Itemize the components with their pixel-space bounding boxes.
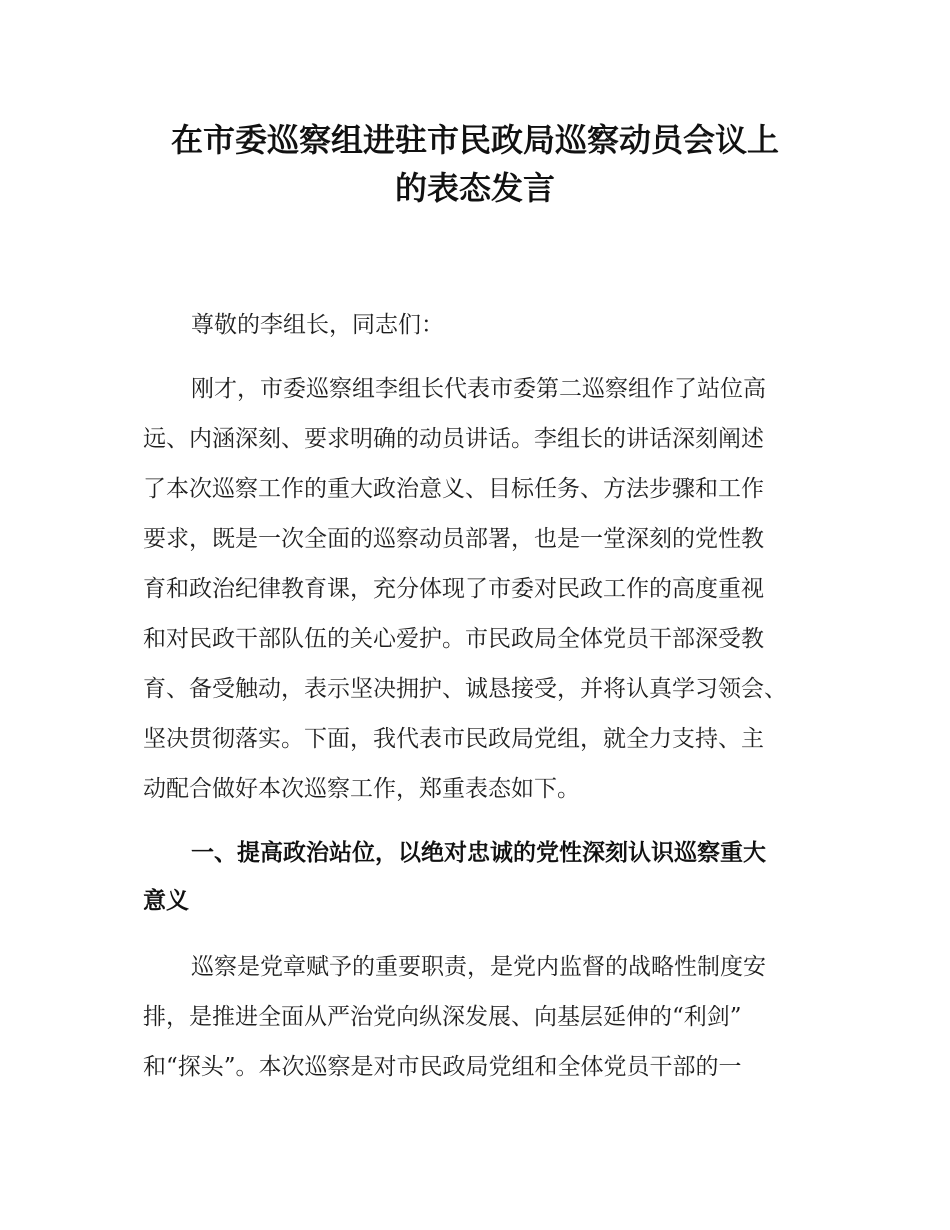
document-title-line-1: 在市委巡察组进驻市民政局巡察动员会议上 xyxy=(170,121,779,159)
document-title-line-2: 的表态发言 xyxy=(394,169,555,207)
section-body-line: 和“探头”。本次巡察是对市民政局党组和全体党员干部的一 xyxy=(143,1054,742,1080)
intro-line: 远、内涵深刻、要求明确的动员讲话。李组长的讲话深刻阐述 xyxy=(143,426,764,452)
intro-line: 育、备受触动，表示坚决拥护、诚恳接受，并将认真学习领会、 xyxy=(143,676,787,702)
intro-line: 动配合做好本次巡察工作，郑重表态如下。 xyxy=(143,776,580,802)
intro-line: 育和政治纪律教育课，充分体现了市委对民政工作的高度重视 xyxy=(143,576,764,602)
section-heading-line-1: 一、提高政治站位，以绝对忠诚的党性深刻认识巡察重大 xyxy=(191,840,766,866)
intro-line: 坚决贯彻落实。下面，我代表市民政局党组，就全力支持、主 xyxy=(143,726,764,752)
section-body-line: 巡察是党章赋予的重要职责，是党内监督的战略性制度安 xyxy=(191,954,766,980)
intro-line: 刚才，市委巡察组李组长代表市委第二巡察组作了站位高 xyxy=(191,376,766,402)
intro-line: 了本次巡察工作的重大政治意义、目标任务、方法步骤和工作 xyxy=(143,476,764,502)
salutation: 尊敬的李组长，同志们： xyxy=(191,312,444,338)
section-heading-line-2: 意义 xyxy=(143,888,189,914)
intro-line: 要求，既是一次全面的巡察动员部署，也是一堂深刻的党性教 xyxy=(143,526,764,552)
section-body-line: 排，是推进全面从严治党向纵深发展、向基层延伸的“利剑” xyxy=(143,1004,742,1030)
intro-line: 和对民政干部队伍的关心爱护。市民政局全体党员干部深受教 xyxy=(143,626,764,652)
